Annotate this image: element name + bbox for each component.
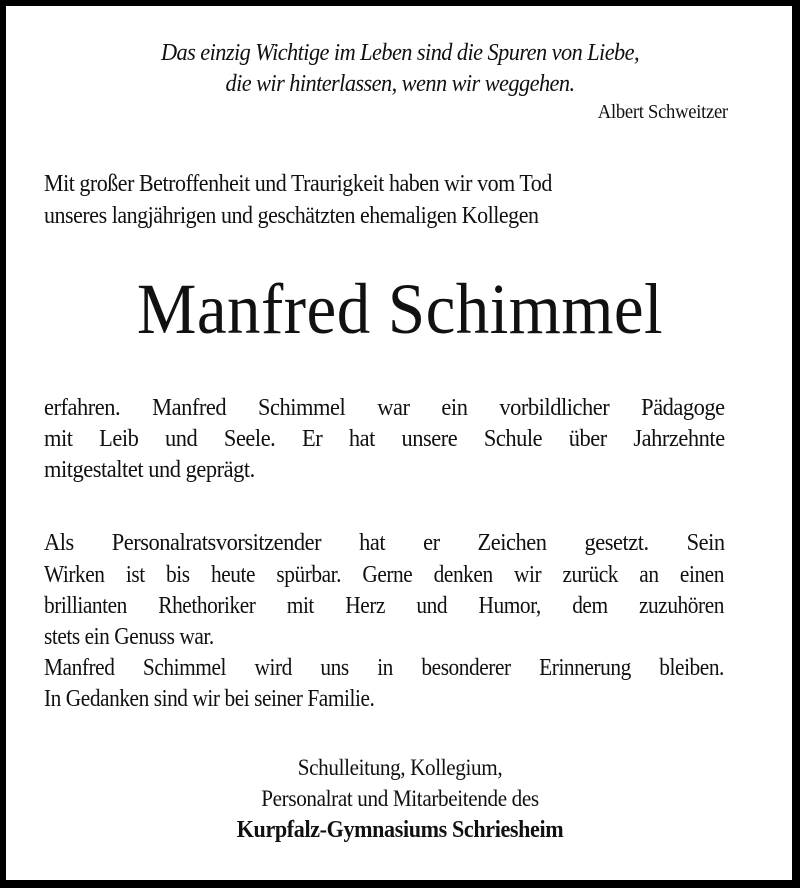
paragraph-1-line-3: mitgestaltet und geprägt.	[44, 457, 255, 483]
signature-organization: Kurpfalz-Gymnasiums Schriesheim	[236, 817, 564, 843]
paragraph-2-line-4: stets ein Genuss war.	[44, 624, 214, 650]
paragraph-2-line-5: Manfred Schimmel wird uns in besonderer Erinnerung bleiben.	[44, 655, 724, 681]
paragraph-1-line-2: mit Leib und Seele. Er hat unsere Schule über Jahrzehnte	[44, 426, 725, 452]
paragraph-2-line-6: In Gedanken sind wir bei seiner Familie.	[44, 686, 375, 712]
intro-line-2: unseres langjährigen und geschätzten ehemaligen Kollegen	[44, 203, 539, 229]
signature-line-1: Schulleitung, Kollegium,	[297, 755, 503, 780]
paragraph-2-line-3: brillianten Rhethoriker mit Herz und Humor, dem zuzuhören	[44, 593, 724, 619]
quote-author: Albert Schweitzer	[597, 101, 728, 123]
intro-line-1: Mit großer Betroffenheit und Traurigkeit haben wir vom Tod	[44, 171, 552, 197]
signature-line-2: Personalrat und Mitarbeitende des	[261, 786, 539, 811]
paragraph-2-line-2: Wirken ist bis heute spürbar. Gerne denken wir zurück an einen	[44, 562, 724, 588]
quote-line-1: Das einzig Wichtige im Leben sind die Spuren von Liebe,	[160, 40, 640, 66]
paragraph-1-line-1: erfahren. Manfred Schimmel war ein vorbildlicher Pädagoge	[44, 395, 725, 421]
paragraph-2-line-1: Als Personalratsvorsitzender hat er Zeichen gesetzt. Sein	[44, 530, 725, 556]
deceased-name-heading: Manfred Schimmel	[136, 269, 664, 349]
quote-line-2: die wir hinterlassen, wenn wir weggehen.	[225, 71, 575, 97]
